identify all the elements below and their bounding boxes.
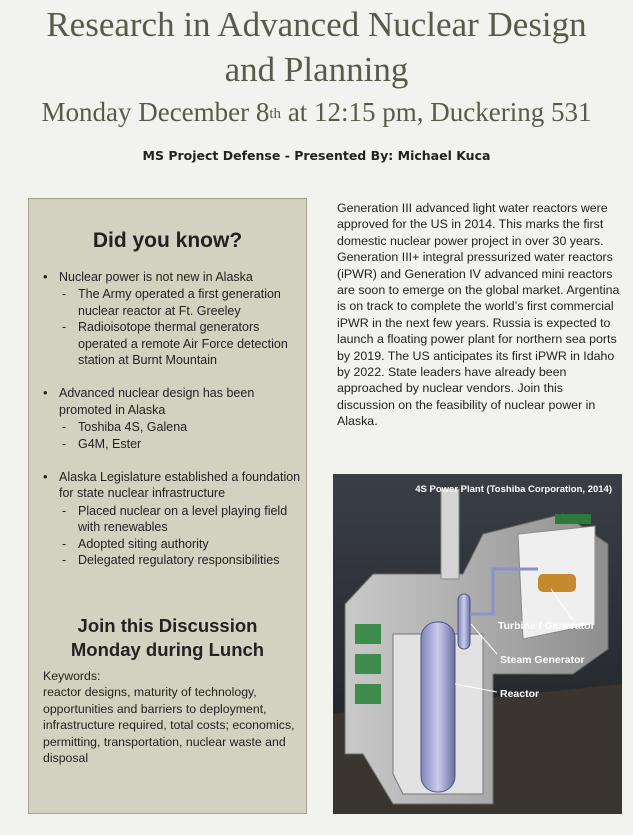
title-line-2: and Planning	[224, 50, 409, 89]
join-line-1: Join this Discussion	[77, 615, 258, 636]
title-line-1: Research in Advanced Nuclear Design	[46, 5, 587, 44]
dash-icon: -	[62, 553, 67, 568]
fact-subitem: The Army operated a first generation nuclear reactor at Ft. Greeley	[78, 287, 281, 318]
reactor-label: Reactor	[500, 688, 540, 700]
stack	[441, 489, 459, 579]
turbine-unit	[538, 574, 576, 592]
fact-item	[43, 385, 305, 452]
join-line-2: Monday during Lunch	[70, 639, 265, 660]
intro-paragraph: Generation III advanced light water reactors were approved for the US in 2014. This marks the first domestic nuclear power project in over 30 years. Generation III+ integral pressurized water reactors (iPWR) and Generation IV advanced mini reactors are soon to emerge on the global market. Argentina is on track to complete the world’s first commercial iPWR in the next few years. Russia is expected to launch a floating power plant for northern sea ports by 2019. The US anticipates its first iPWR in Idaho by 2022. State leaders have already been approached by nuclear vendors. Join this discussion on the feasibility of nuclear power in Alaska.	[337, 201, 620, 429]
presenter-line: MS Project Defense - Presented By: Michael Kuca	[142, 148, 491, 163]
steam-generator-vessel	[458, 594, 470, 649]
date-suffix: at 12:15 pm, Duckering 531	[281, 97, 592, 127]
reactor-vessel	[421, 622, 455, 792]
keywords-label: Keywords:	[43, 669, 101, 683]
panel-heading: Did you know?	[92, 229, 243, 252]
fact-subitem: Toshiba 4S, Galena	[78, 420, 188, 435]
fact-item	[43, 269, 305, 368]
fact-subitem: G4M, Ester	[78, 436, 142, 451]
event-date-line	[0, 94, 633, 130]
fact-text: Advanced nuclear design has been promoted in Alaska	[59, 386, 255, 417]
fact-subitem: Adopted siting authority	[78, 536, 209, 551]
join-discussion-callout	[29, 614, 306, 662]
equipment-rack-1	[355, 624, 381, 644]
power-plant-figure	[333, 474, 622, 814]
figure-caption: 4S Power Plant (Toshiba Corporation, 2014)	[415, 484, 612, 495]
turbine-generator-label: Turbine / Generator	[498, 620, 595, 632]
equipment-rack-3	[355, 684, 381, 704]
dash-icon: -	[62, 287, 67, 302]
steam-generator-label: Steam Generator	[500, 654, 585, 666]
dash-icon: -	[62, 420, 67, 435]
did-you-know-panel	[28, 198, 307, 814]
fact-text: Alaska Legislature established a foundation for state nuclear infrastructure	[59, 470, 301, 501]
bullet-icon: •	[43, 469, 48, 485]
fact-subitem: Delegated regulatory responsibilities	[78, 553, 280, 568]
bullet-icon: •	[43, 385, 48, 401]
fact-text: Nuclear power is not new in Alaska	[59, 270, 253, 284]
power-plant-illustration	[333, 474, 622, 814]
date-ordinal: th	[269, 106, 282, 122]
bullet-icon: •	[43, 269, 48, 284]
dash-icon: -	[62, 536, 67, 551]
dash-icon: -	[62, 503, 67, 518]
fact-subitem: Radioisotope thermal generators operated a remote Air Force detection station at Burnt Mountain	[78, 320, 288, 368]
page-title	[0, 2, 633, 92]
keywords-text: reactor designs, maturity of technology, opportunities and barriers to deployment, infrastructure required, total costs; economics, permitting, transportation, nuclear waste and disposal	[43, 685, 295, 766]
dash-icon: -	[62, 320, 67, 335]
date-prefix: Monday December 8	[41, 97, 270, 127]
fact-subitem: Placed nuclear on a level playing field with renewables	[78, 503, 288, 535]
generator-unit	[555, 514, 591, 524]
fact-item	[43, 469, 305, 568]
dash-icon: -	[62, 436, 67, 451]
equipment-rack-2	[355, 654, 381, 674]
keywords-block	[43, 668, 305, 766]
fact-list	[43, 269, 305, 586]
